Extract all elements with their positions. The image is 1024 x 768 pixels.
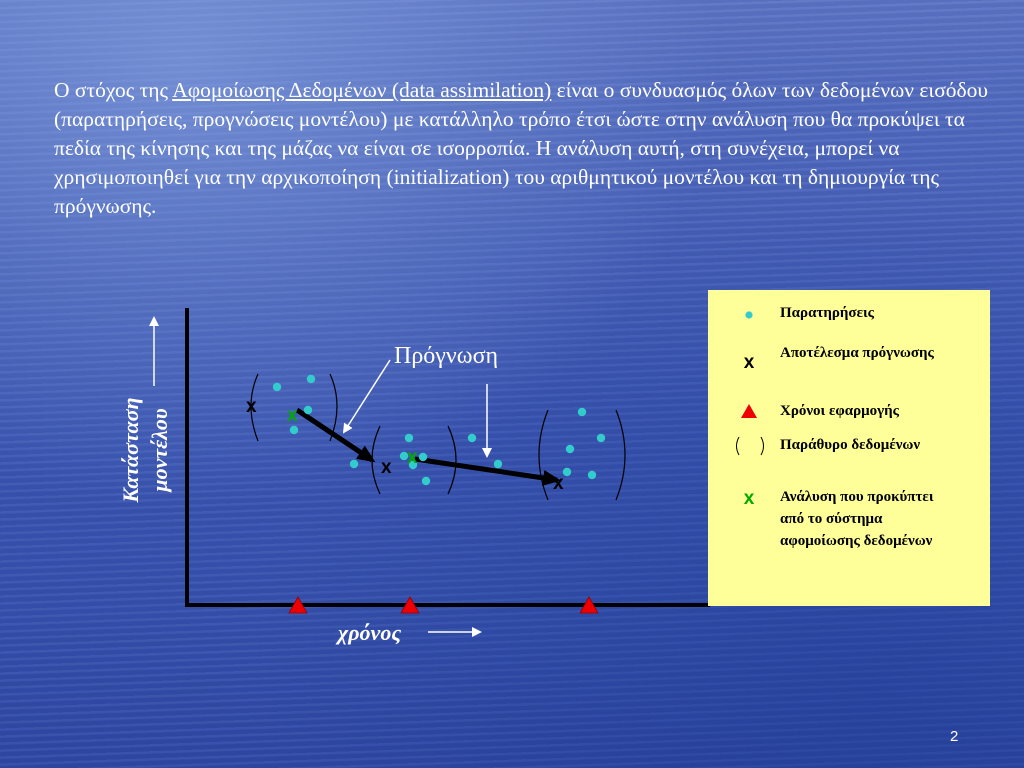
observation-point — [578, 408, 586, 416]
y-axis-label — [116, 380, 174, 520]
observation-point — [588, 471, 596, 479]
forecast-pointer-1 — [344, 360, 390, 432]
observation-point — [350, 460, 358, 468]
y-axis-label-line1: Κατάσταση — [118, 397, 143, 503]
legend-label-analysis: Ανάλυση που προκύπτει από το σύστημα αφομοίωσης δεδομένων — [780, 489, 934, 549]
forecast-label: Πρόγνωση — [394, 343, 499, 369]
x-axis-label: χρόνος — [338, 620, 402, 645]
legend-label-observations: Παρατηρήσεις — [780, 305, 874, 321]
y-axis-label-line2: μοντέλου — [147, 408, 172, 492]
forecast-result-marker: x — [381, 457, 392, 478]
observation-point — [290, 426, 298, 434]
analysis-marker: x — [407, 447, 418, 468]
observation-point — [566, 445, 574, 453]
observation-point — [307, 375, 315, 383]
observation-point — [419, 453, 427, 461]
legend-label-forecast: Αποτέλεσμα πρόγνωσης — [780, 345, 934, 361]
observation-point — [304, 406, 312, 414]
observation-point — [563, 468, 571, 476]
forecast-result-marker: x — [246, 396, 257, 417]
observation-point — [597, 434, 605, 442]
observation-point — [422, 477, 430, 485]
observation-dot-icon — [738, 308, 760, 325]
forecast-arrow-1 — [297, 410, 372, 460]
paragraph-after: είναι ο συνδυασμός όλων των δεδομένων εισόδου (παρατηρήσεις, προγνώσεις μοντέλου) με κατάλληλο τρόπο έτσι ώστε στην ανάλυση που θα προκύψει τα πεδία της κίνησης και της μάζας να είναι σε ισορροπία. Η ανάλυση αυτή, στη συνέχεια, μπορεί να χρησιμοποιηθεί για την αρχικοποίηση (initialization) του αριθμητικού μοντέλου και τη δημιουργία της πρόγνωσης. — [54, 78, 989, 218]
analysis-x-icon: x — [743, 488, 755, 509]
forecast-x-icon: x — [743, 352, 755, 373]
observation-point — [273, 383, 281, 391]
data-window-3 — [539, 410, 625, 500]
paragraph-term: Αφομοίωσης Δεδομένων (data assimilation) — [172, 78, 552, 102]
bracket-icon — [732, 435, 768, 462]
observation-point — [405, 434, 413, 442]
legend-label-window: Παράθυρο δεδομένων — [780, 437, 921, 453]
red-triangle-icon — [738, 403, 760, 424]
forecast-arrow-2 — [415, 459, 557, 480]
observation-point — [468, 434, 476, 442]
paragraph-before: Ο στόχος της — [54, 78, 173, 102]
observation-point — [494, 460, 502, 468]
legend-label-times: Χρόνοι εφαρμογής — [780, 403, 899, 419]
forecast-result-marker: x — [553, 473, 564, 494]
analysis-marker: x — [287, 405, 298, 426]
page-number: 2 — [950, 728, 959, 745]
legend — [708, 290, 990, 606]
